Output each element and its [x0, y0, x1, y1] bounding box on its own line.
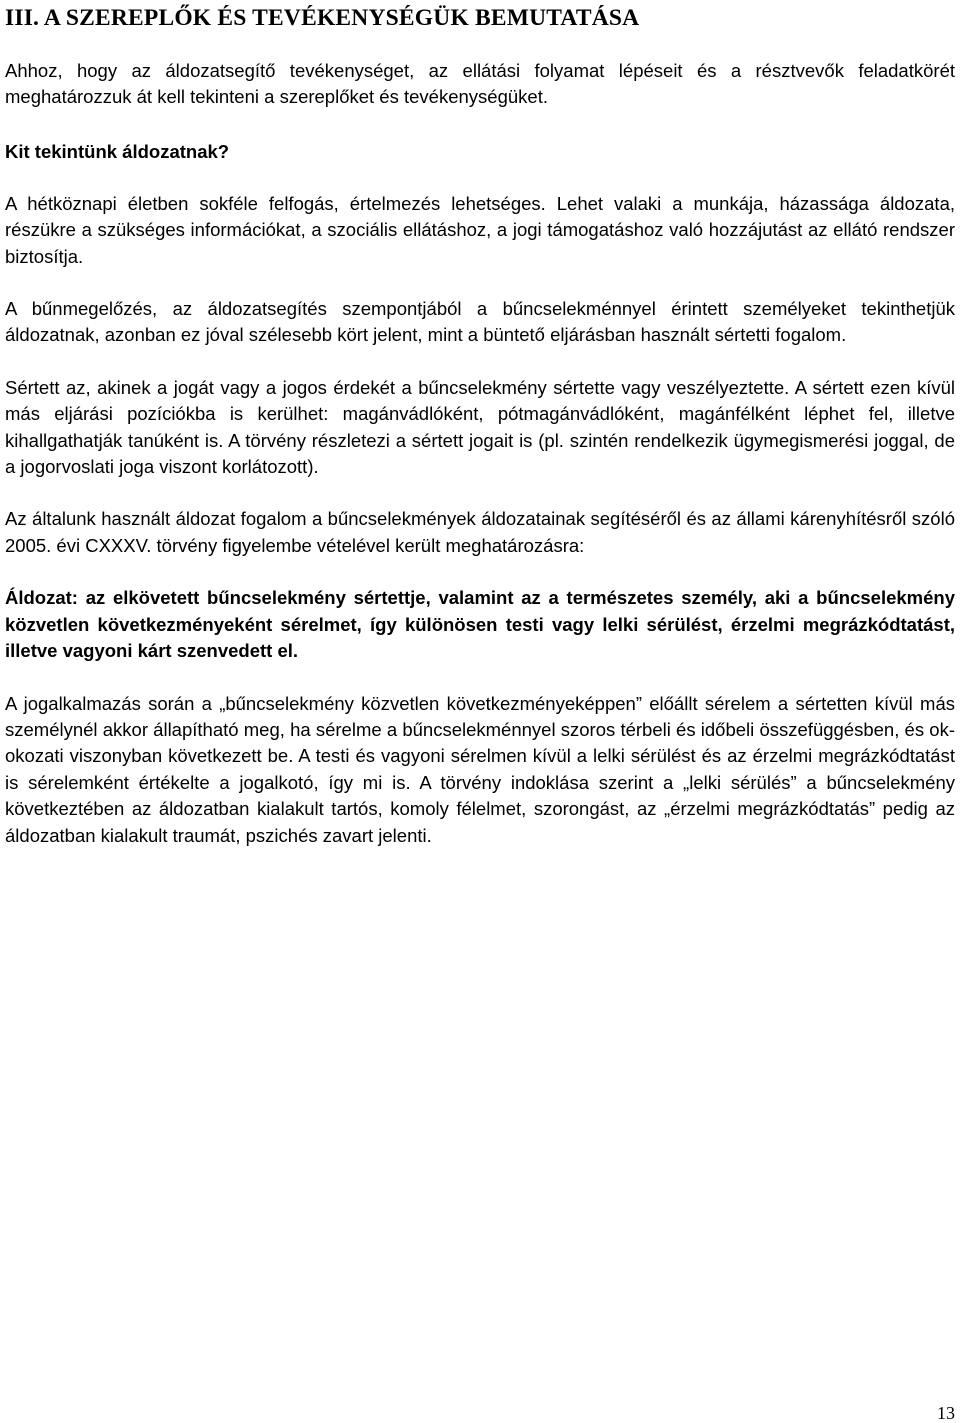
- paragraph-crime-prevention: A bűnmegelőzés, az áldozatsegítés szempontjából a bűncselekménnyel érintett személyeket tekinthetjük áldozatnak, azonban ez jóval szélesebb kört jelent, mint a büntető eljárásban használt sértetti fogalom.: [5, 298, 955, 346]
- paragraph-victim-definition: Áldozat: az elkövetett bűncselekmény sértettje, valamint az a természetes személy, aki a bűncselekmény közvetlen következményeként sérelmet, így különösen testi vagy lelki sérülést, érzelmi megrázkódtatást, illetve vagyoni kárt szenvedett el.: [5, 587, 955, 662]
- paragraph-legal-application: A jogalkalmazás során a „bűncselekmény közvetlen következményeképpen” előállt sérelem a sértetten kívül más személynél akkor állapítható meg, ha sérelme a bűncselekménnyel szoros térbeli és időbeli összefüggésben, és ok-okozati viszonyban következett be. A testi és vagyoni sérelmen kívül a lelki sérülést és az érzelmi megrázkódtatást is sérelemként értékelte a jogalkotó, így mi is. A törvény indoklása szerint a „lelki sérülés” a bűncselekmény következtében az áldozatban kialakult tartós, komoly félelmet, szorongást, az „érzelmi megrázkódtatás” pedig az áldozatban kialakult traumát, pszichés zavart jelenti.: [5, 692, 955, 846]
- paragraph-everyday-meaning: A hétköznapi életben sokféle felfogás, értelmezés lehetséges. Lehet valaki a munkája, házassága áldozata, részükre a szükséges információkat, a szociális ellátáshoz, a jogi támogatáshoz való hozzájutást az ellátó rendszer biztosítja.: [5, 192, 955, 267]
- paragraph-intro: Ahhoz, hogy az áldozatsegítő tevékenységet, az ellátási folyamat lépéseit és a résztvevők feladatkörét meghatározzuk át kell tekinteni a szereplőket és tevékenységüket.: [5, 60, 955, 108]
- section-heading: III. A SZEREPLŐK ÉS TEVÉKENYSÉGÜK BEMUTATÁSA: [5, 5, 640, 31]
- subheading-victim-question: Kit tekintünk áldozatnak?: [5, 140, 230, 162]
- document-page: [5, 0, 955, 849]
- paragraph-injured-party: Sértett az, akinek a jogát vagy a jogos érdekét a bűncselekmény sértette vagy veszélyeztette. A sértett ezen kívül más eljárási pozíciókba is kerülhet: magánvádlóként, pótmagánvádlóként, magánfélként léphet fel, illetve kihallgathatják tanúként is. A törvény részletezi a sértett jogait is (pl. szintén rendelkezik ügymegismerési joggal, de a jogorvoslati joga viszont korlátozott).: [5, 376, 955, 478]
- paragraph-definition-intro: Az általunk használt áldozat fogalom a bűncselekmények áldozatainak segítéséről és az állami kárenyhítésről szóló 2005. évi CXXXV. törvény figyelembe vételével került meghatározásra:: [5, 508, 955, 556]
- page-number: 13: [937, 1403, 955, 1423]
